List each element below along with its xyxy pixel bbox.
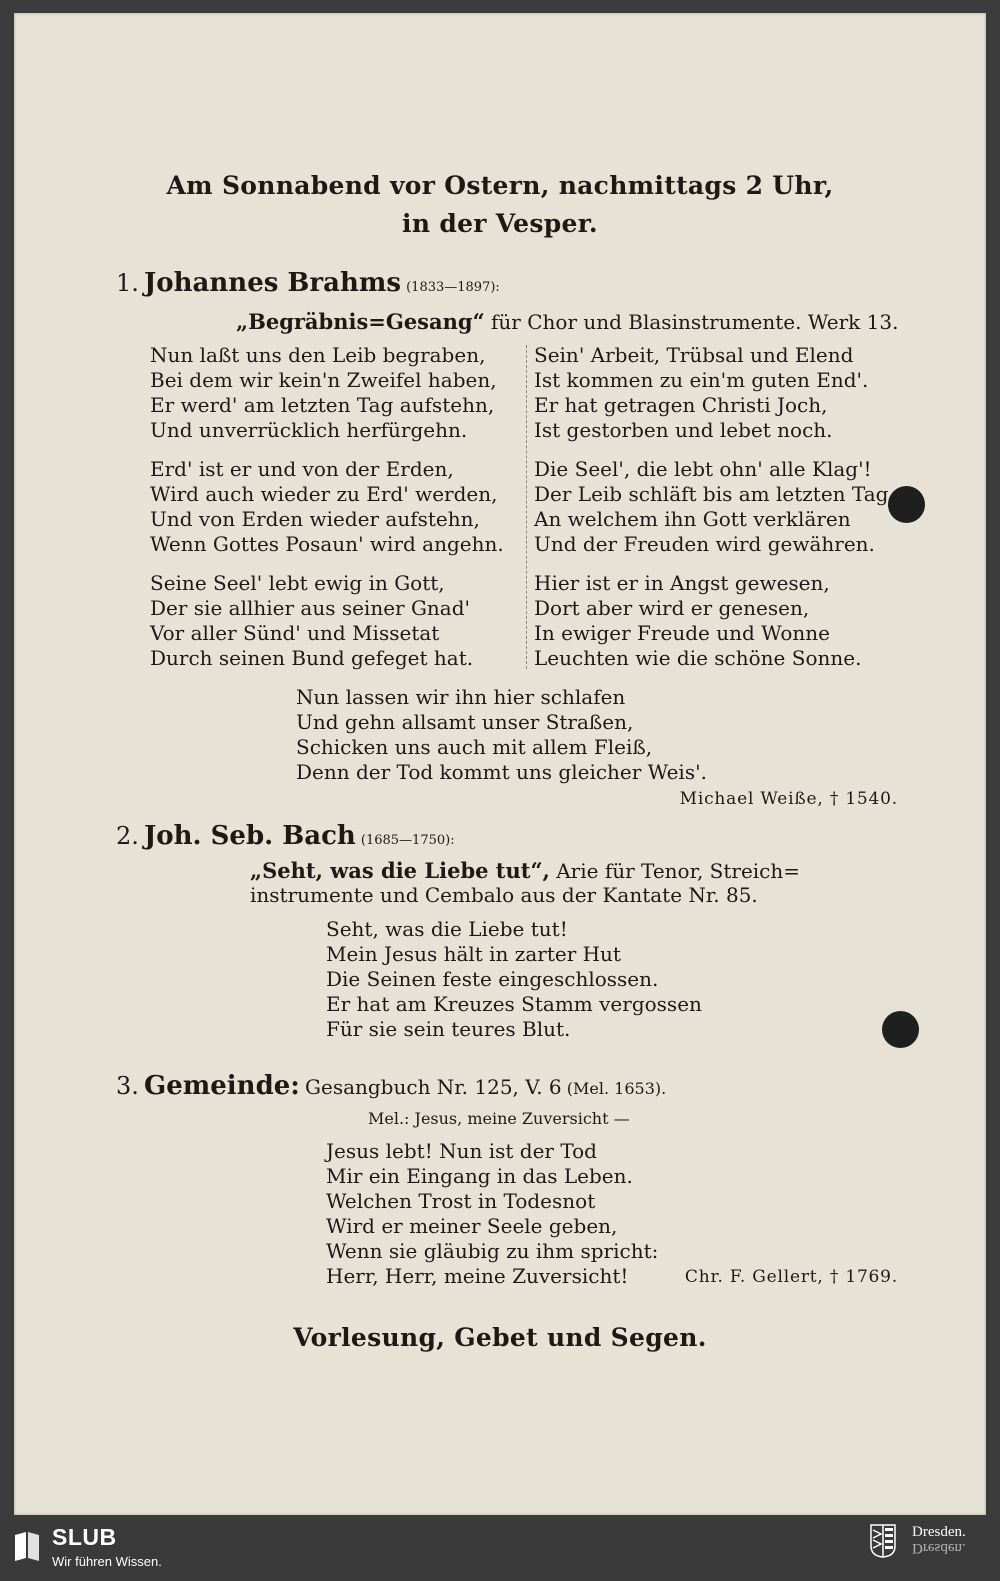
verse-line: Die Seinen feste eingeschlossen. (326, 967, 659, 991)
verse-line: Und unverrücklich herfürgehn. (150, 418, 468, 442)
item-2-work-line-1 (250, 858, 800, 883)
hymn-credit: Chr. F. Gellert, † 1769. (684, 1267, 898, 1287)
item-3-header (116, 1071, 666, 1101)
verse-line: Die Seel', die lebt ohn' alle Klag'! (534, 457, 872, 481)
stanza-left-1 (150, 343, 497, 443)
hymn-stanza (326, 1139, 658, 1289)
melody-note: Mel.: Jesus, meine Zuversicht — (368, 1109, 630, 1128)
verse-line: Wenn sie gläubig zu ihm spricht: (326, 1239, 659, 1263)
verse-line: Nun lassen wir ihn hier schlafen (296, 685, 626, 709)
item-1-header (116, 268, 500, 298)
item-2-header (116, 821, 455, 851)
verse-line: Wird er meiner Seele geben, (326, 1214, 618, 1238)
text-credit: Michael Weiße, † 1540. (679, 789, 898, 809)
verse-line: Und gehn allsamt unser Straßen, (296, 710, 634, 734)
final-stanza (296, 685, 707, 785)
verse-line: Seine Seel' lebt ewig in Gott, (150, 571, 445, 595)
verse-line: In ewiger Freude und Wonne (534, 621, 830, 645)
verse-line: Er werd' am letzten Tag aufstehn, (150, 393, 495, 417)
verse-line: Erd' ist er und von der Erden, (150, 457, 454, 481)
verse-line: Seht, was die Liebe tut! (326, 917, 568, 941)
dresden-wordmark-reflection: Dresden. (912, 1540, 966, 1556)
book-icon (12, 1530, 42, 1562)
verse-line: Er hat getragen Christi Joch, (534, 393, 828, 417)
slub-tagline: Wir führen Wissen. (52, 1554, 162, 1569)
stanza-right-1 (534, 343, 868, 443)
item-number: 1. (116, 269, 139, 297)
verse-line: An welchem ihn Gott verklären (534, 507, 851, 531)
verse-line: Durch seinen Bund gefeget hat. (150, 646, 474, 670)
item-2-work-line-2: instrumente und Cembalo aus der Kantate Nr. 85. (250, 883, 758, 907)
verse-line: Welchen Trost in Todesnot (326, 1189, 596, 1213)
punch-hole-bottom (882, 1011, 919, 1048)
dresden-wordmark: Dresden. (912, 1524, 966, 1540)
verse-line: Und der Freuden wird gewähren. (534, 532, 875, 556)
verse-line: Schicken uns auch mit allem Fleiß, (296, 735, 653, 759)
column-divider (526, 345, 527, 669)
verse-line: Er hat am Kreuzes Stamm vergossen (326, 992, 702, 1016)
verse-line: Ist kommen zu ein'm guten End'. (534, 368, 869, 392)
verse-line: Herr, Herr, meine Zuversicht! (326, 1264, 629, 1288)
verse-line: Mein Jesus hält in zarter Hut (326, 942, 621, 966)
work-description: Arie für Tenor, Streich= (556, 859, 801, 883)
verse-line: Und von Erden wieder aufstehn, (150, 507, 480, 531)
hymnbook-reference: Gesangbuch Nr. 125, V. 6 (305, 1075, 562, 1099)
verse-line: Vor aller Sünd' und Missetat (150, 621, 440, 645)
verse-line: Bei dem wir kein'n Zweifel haben, (150, 368, 497, 392)
verse-line: Denn der Tod kommt uns gleicher Weis'. (296, 760, 707, 784)
item-number: 2. (116, 822, 139, 850)
dresden-crest-icon (870, 1524, 896, 1558)
work-description: für Chor und Blasinstrumente. Werk 13. (491, 310, 899, 334)
slub-brand[interactable]: SLUB (52, 1524, 117, 1550)
composer-name: Johannes Brahms (144, 268, 402, 298)
item-number: 3. (116, 1072, 139, 1100)
verse-line: Der Leib schläft bis am letzten Tag, (534, 482, 895, 506)
item-1-work (236, 309, 898, 334)
verse-line: Dort aber wird er genesen, (534, 596, 810, 620)
heading-line-2: in der Vesper. (402, 209, 598, 238)
heading-line-1: Am Sonnabend vor Ostern, nachmittags 2 Uhr, (166, 171, 834, 200)
verse-line: Wird auch wieder zu Erd' werden, (150, 482, 498, 506)
verse-line: Der sie allhier aus seiner Gnad' (150, 596, 471, 620)
verse-line: Wenn Gottes Posaun' wird angehn. (150, 532, 504, 556)
composer-years: (1685—1750): (360, 833, 455, 848)
stanza-left-2 (150, 457, 504, 557)
stanza-right-3 (534, 571, 861, 671)
verse-line: Jesus lebt! Nun ist der Tod (326, 1139, 597, 1163)
verse-line: Ist gestorben und lebet noch. (534, 418, 833, 442)
verse-line: Hier ist er in Angst gewesen, (534, 571, 830, 595)
aria-stanza (326, 917, 702, 1042)
stanza-left-3 (150, 571, 473, 671)
work-title: „Seht, was die Liebe tut“, (250, 858, 550, 883)
stanza-right-2 (534, 457, 895, 557)
work-title: „Begräbnis=Gesang“ (236, 309, 485, 334)
composer-years: (1833—1897): (406, 280, 500, 295)
footer-bar (0, 1518, 1000, 1581)
melody-year: (Mel. 1653). (566, 1079, 667, 1098)
composer-name: Joh. Seb. Bach (144, 821, 356, 851)
verse-line: Leuchten wie die schöne Sonne. (534, 646, 862, 670)
closing-line: Vorlesung, Gebet und Segen. (293, 1323, 707, 1352)
verse-line: Nun laßt uns den Leib begraben, (150, 343, 486, 367)
program-page (14, 13, 986, 1515)
congregation-label: Gemeinde: (144, 1071, 300, 1101)
verse-line: Für sie sein teures Blut. (326, 1017, 571, 1041)
verse-line: Mir ein Eingang in das Leben. (326, 1164, 633, 1188)
dresden-logo[interactable] (912, 1524, 966, 1556)
verse-line: Sein' Arbeit, Trübsal und Elend (534, 343, 854, 367)
